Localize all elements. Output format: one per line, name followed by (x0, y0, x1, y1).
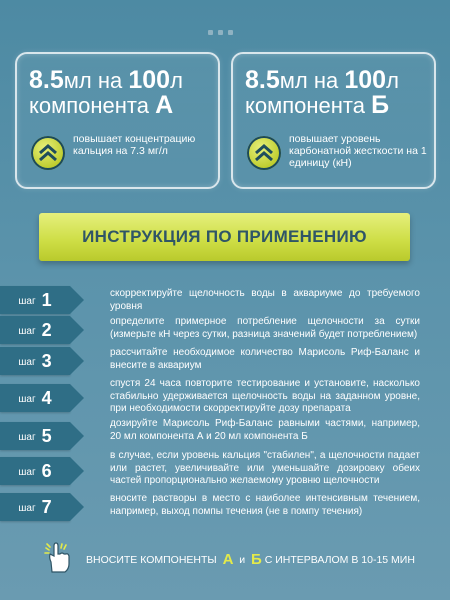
step-badge: шаг 3 (0, 347, 70, 375)
instructions-banner (39, 213, 410, 261)
page-dot (208, 30, 213, 35)
page-indicator (208, 30, 233, 35)
component-b-card (231, 52, 436, 189)
step-text: определите примерное потребление щелочности за сутки (измерьте кН через сутки, разница значений будет потреблением) (110, 316, 420, 340)
component-a-description: повышает концентрацию кальция на 7.3 мг/л (73, 133, 196, 157)
page-dot (218, 30, 223, 35)
step-text: дозируйте Марисоль Риф-Баланс равными частями, например, 20 мл компонента А и 20 мл компонента Б (110, 418, 420, 442)
component-b-description: повышает уровень карбонатной жесткости на 1 единицу (кН) (289, 133, 427, 169)
step-text: спустя 24 часа повторите тестирование и установите, насколько стабильно удерживается щелочность воды на заданном уровне, при необходимости скорректируйте дозу препарата (110, 378, 420, 414)
double-chevron-up-icon (31, 136, 65, 170)
step-badge: шаг 1 (0, 286, 70, 314)
step-badge: шаг 5 (0, 422, 70, 450)
step-badge: шаг 2 (0, 316, 70, 344)
step-text: скорректируйте щелочность воды в аквариуме до требуемого уровня (110, 288, 420, 312)
hand-gesture-icon (42, 540, 76, 579)
step-text: вносите растворы в место с наиболее интенсивным течением, например, выход помпы течения (не в помпу течения) (110, 493, 420, 517)
component-b-dosage: 8.5мл на 100л компонента Б (245, 66, 399, 119)
step-badge: шаг 6 (0, 457, 70, 485)
page-dot (228, 30, 233, 35)
step-text: рассчитайте необходимое количество Марисоль Риф-Баланс и внесите в аквариум (110, 347, 420, 371)
double-chevron-up-icon (247, 136, 281, 170)
footer-text: ВНОСИТЕ КОМПОНЕНТЫ А и Б С ИНТЕРВАЛОМ В 10-15 МИН (86, 551, 415, 568)
step-badge: шаг 7 (0, 493, 70, 521)
instructions-title: ИНСТРУКЦИЯ ПО ПРИМЕНЕНИЮ (82, 227, 367, 246)
step-text: в случае, если уровень кальция "стабилен", а щелочности падает или растет, увеличивайте или уменьшайте дозировку обеих частей пропорционально желаемому уровню щелочности (110, 450, 420, 486)
footer-note (42, 540, 422, 574)
component-a-dosage: 8.5мл на 100л компонента А (29, 66, 183, 119)
step-badge: шаг 4 (0, 384, 70, 412)
component-a-card (15, 52, 220, 189)
